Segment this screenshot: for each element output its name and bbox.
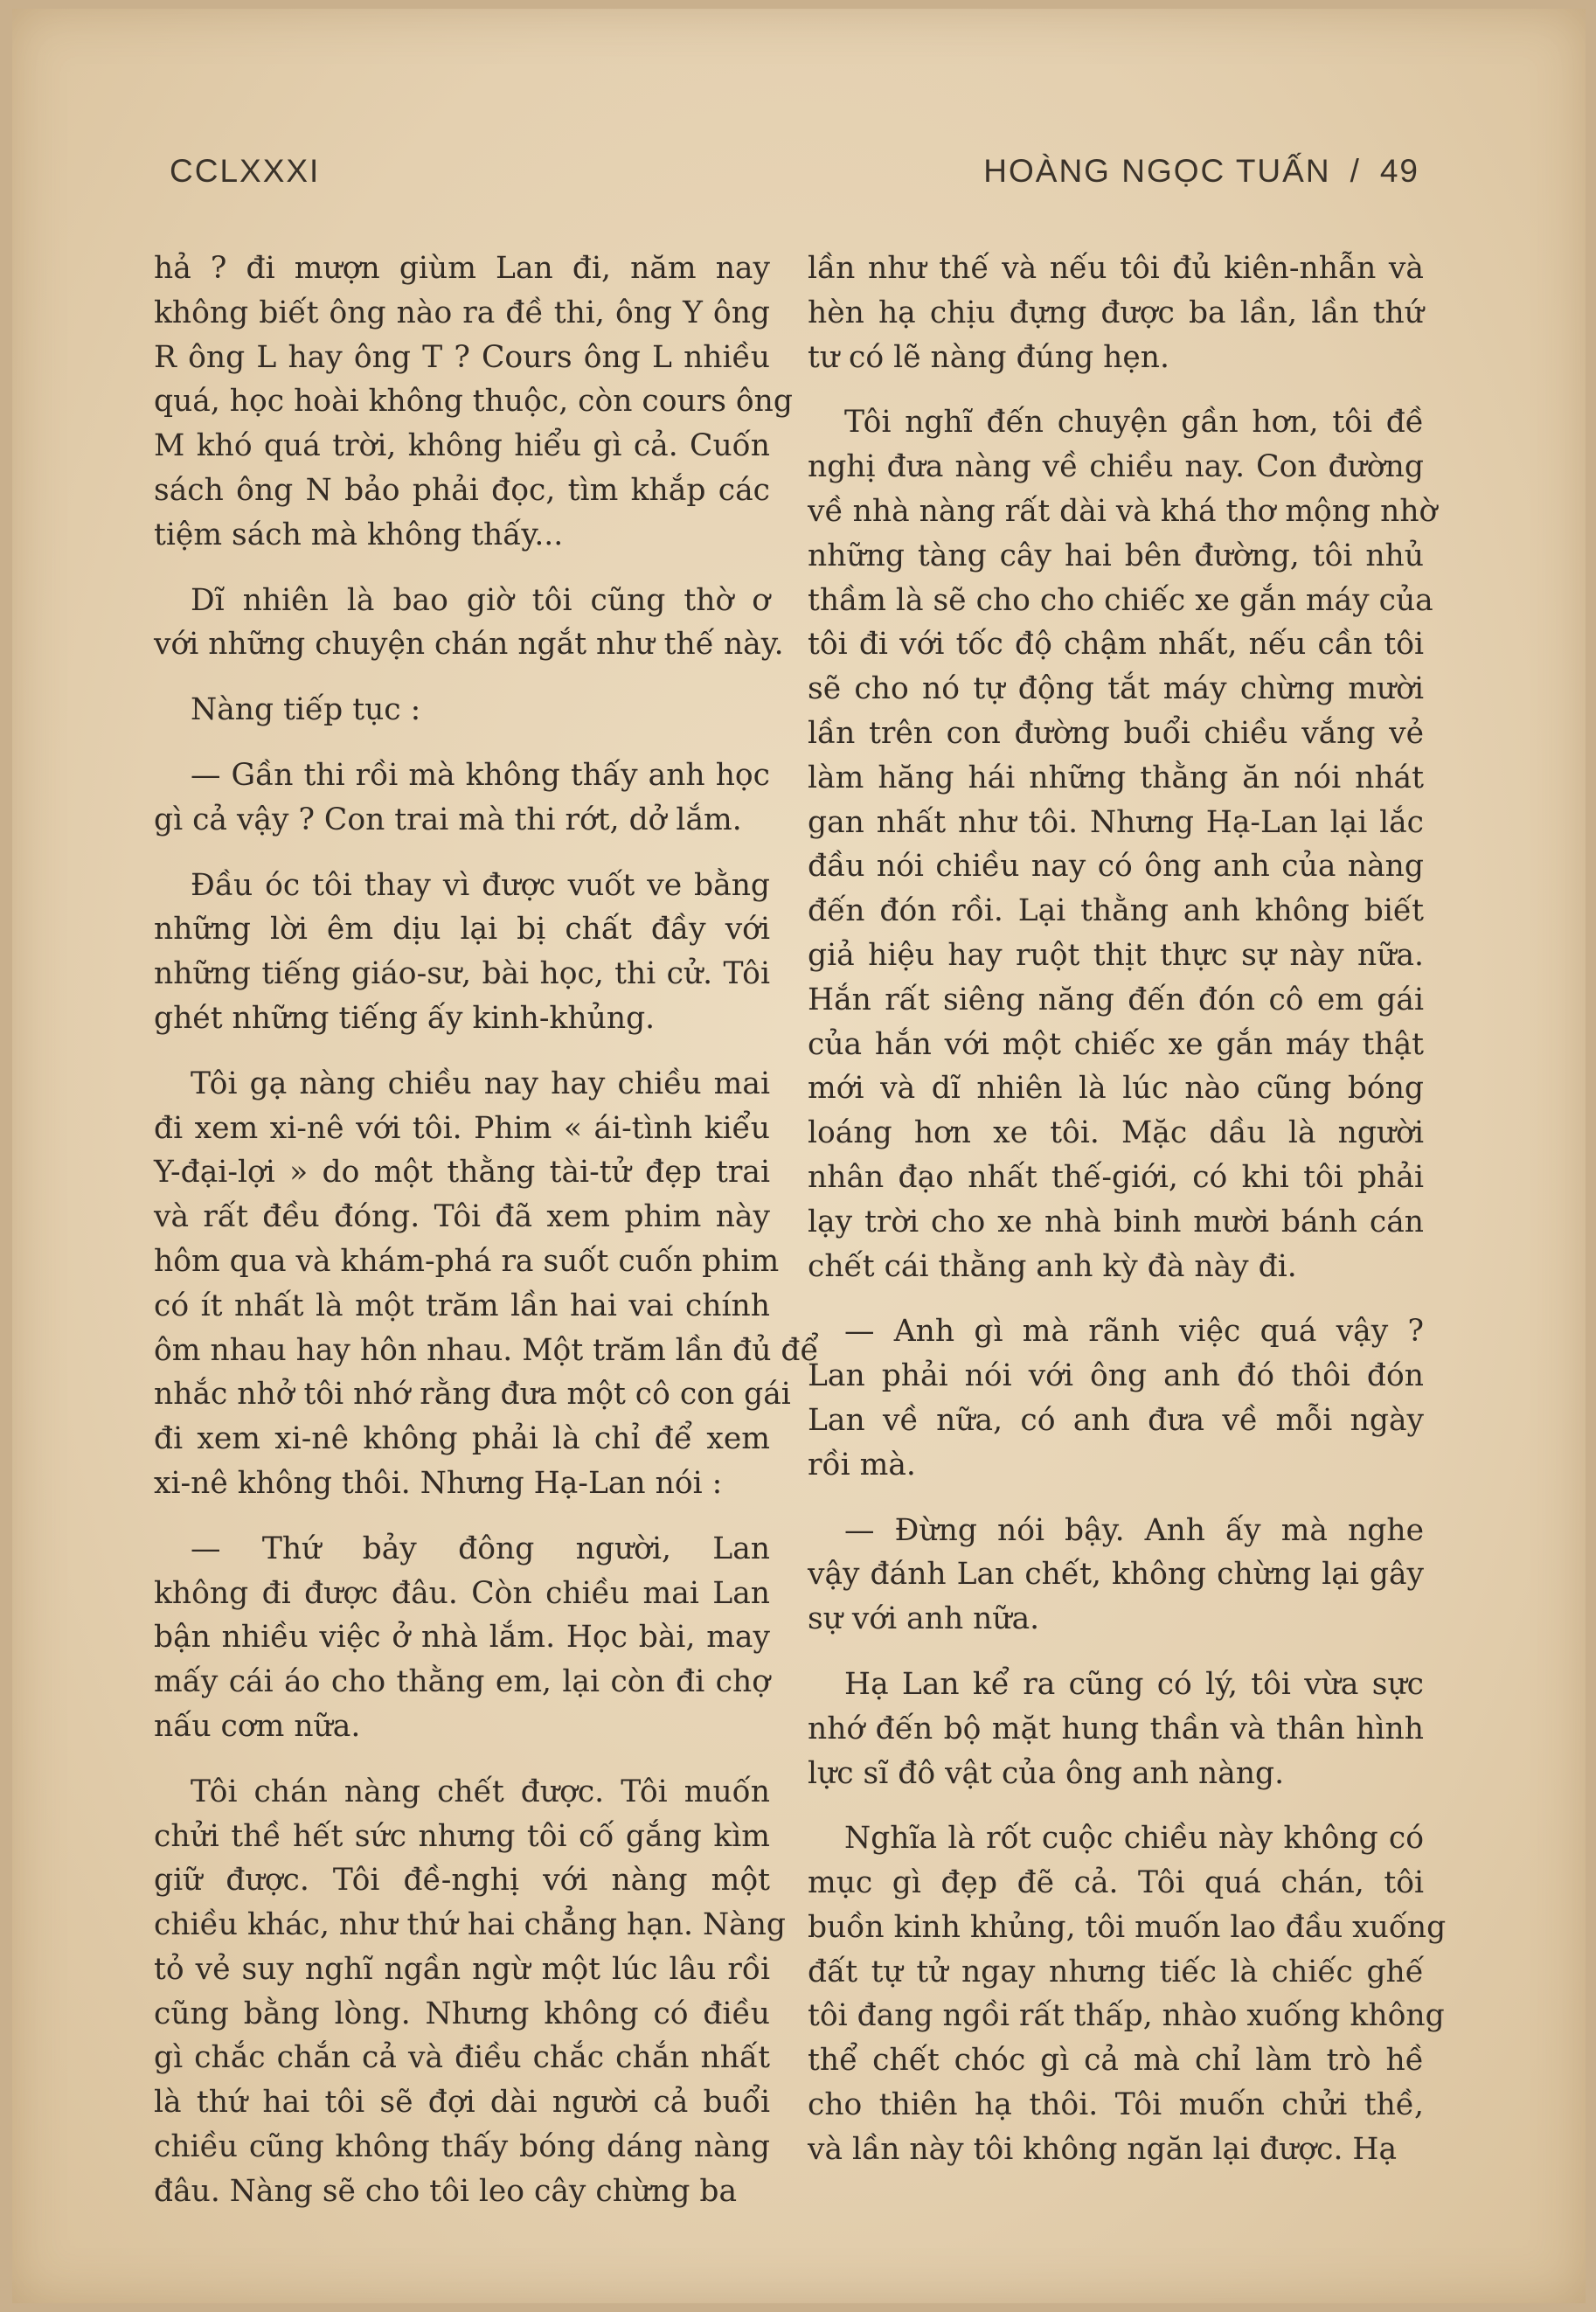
page-number: 49 xyxy=(1379,153,1419,189)
text-line: hôm qua và khám-phá ra suốt cuốn phim xyxy=(154,1243,780,1279)
text-line: thể chết chóc gì cả mà chỉ làm trò hề xyxy=(808,2043,1424,2079)
text-line: nhân đạo nhất thế-giới, có khi tôi phải xyxy=(808,1159,1424,1195)
text-line: về nhà nàng rất dài và khá thơ mộng nhờ xyxy=(808,493,1438,529)
text-line: nhớ đến bộ mặt hung thần và thân hình xyxy=(808,1711,1424,1746)
header-right xyxy=(983,153,1419,190)
text-line: lực sĩ đô vật của ông anh nàng. xyxy=(808,1755,1285,1791)
text-line: là thứ hai tôi sẽ đợi dài người cả buổi xyxy=(154,2085,770,2121)
text-line: làm hăng hái những thằng ăn nói nhát xyxy=(808,760,1424,795)
text-line: nấu cơm nữa. xyxy=(154,1708,361,1744)
text-line: Lan về nữa, có anh đưa về mỗi ngày xyxy=(808,1402,1424,1438)
paragraph xyxy=(154,579,784,668)
text-line: và rất đều đóng. Tôi đã xem phim này xyxy=(154,1199,770,1235)
issue-number: CCLXXXI xyxy=(170,153,321,189)
text-line: đi xem xi-nê với tôi. Phim « ái-tình kiểu xyxy=(154,1110,770,1146)
text-line: chửi thề hết sức nhưng tôi cố gắng kìm xyxy=(154,1818,770,1854)
text-line: gì cả vậy ? Con trai mà thi rớt, dở lắm. xyxy=(154,802,742,837)
book-page xyxy=(12,9,1586,2303)
text-line: vậy đánh Lan chết, không chừng lại gây xyxy=(808,1557,1424,1593)
text-column-left xyxy=(154,246,819,2214)
text-line: gì chắc chắn cả và điều chắc chắn nhất xyxy=(154,2040,770,2076)
text-line: cũng bằng lòng. Nhưng không có điều xyxy=(154,1996,770,2031)
text-line: sách ông N bảo phải đọc, tìm khắp các xyxy=(154,472,770,508)
text-line: đi xem xi-nê không phải là chỉ để xem xyxy=(154,1421,770,1457)
paragraph xyxy=(154,864,770,1041)
text-line: — Đừng nói bậy. Anh ấy mà nghe xyxy=(844,1512,1424,1548)
text-line: M khó quá trời, không hiểu gì cả. Cuốn xyxy=(154,428,770,464)
paragraph xyxy=(154,753,770,843)
text-line: không biết ông nào ra đề thi, ông Y ông xyxy=(154,295,770,330)
text-line: tôi đi với tốc độ chậm nhất, nếu cần tôi xyxy=(808,627,1424,663)
text-line: sẽ cho nó tự động tắt máy chừng mười xyxy=(808,671,1424,707)
text-line: đất tự tử ngay nhưng tiếc là chiếc ghế xyxy=(808,1954,1424,1989)
text-line: hả ? đi mượn giùm Lan đi, năm nay xyxy=(154,251,770,286)
paragraph xyxy=(808,246,1424,379)
text-line: mấy cái áo cho thằng em, lại còn đi chợ xyxy=(154,1664,770,1700)
text-line: giả hiệu hay ruột thịt thực sự này nữa. xyxy=(808,937,1424,973)
text-line: chết cái thằng anh kỳ đà này đi. xyxy=(808,1248,1297,1284)
text-line: hèn hạ chịu đựng được ba lần, lần thứ xyxy=(808,295,1424,330)
text-line: xi-nê không thôi. Nhưng Hạ-Lan nói : xyxy=(154,1465,723,1501)
text-line: quá, học hoài không thuộc, còn cours ông xyxy=(154,384,793,420)
text-line: chiều cũng không thấy bóng dáng nàng xyxy=(154,2129,770,2165)
text-line: đầu nói chiều nay có ông anh của nàng xyxy=(808,849,1424,885)
paragraph xyxy=(808,1509,1424,1642)
text-line: Tôi nghĩ đến chuyện gần hơn, tôi đề xyxy=(844,405,1424,441)
paragraph xyxy=(808,400,1438,1288)
text-line: nhắc nhở tôi nhớ rằng đưa một cô con gái xyxy=(154,1377,791,1413)
text-line: của hắn với một chiếc xe gắn máy thật xyxy=(808,1026,1424,1062)
paragraph xyxy=(808,1816,1447,2171)
text-line: thầm là sẽ cho cho chiếc xe gắn máy của xyxy=(808,582,1433,618)
paragraph xyxy=(154,246,793,558)
text-line: mục gì đẹp đẽ cả. Tôi quá chán, tôi xyxy=(808,1865,1424,1901)
page-header xyxy=(170,153,1419,202)
text-line: tôi đang ngồi rất thấp, nhào xuống không xyxy=(808,1998,1445,2034)
text-line: với những chuyện chán ngắt như thế này. xyxy=(154,627,784,663)
text-line: R ông L hay ông T ? Cours ông L nhiều xyxy=(154,339,770,375)
text-line: — Thứ bảy đông người, Lan xyxy=(191,1531,770,1566)
text-line: chiều khác, như thứ hai chẳng hạn. Nàng xyxy=(154,1907,787,1943)
text-line: giữ được. Tôi đề-nghị với nàng một xyxy=(154,1863,770,1899)
text-line: rồi mà. xyxy=(808,1447,916,1482)
paragraph xyxy=(154,688,770,732)
text-line: nghị đưa nàng về chiều nay. Con đường xyxy=(808,449,1424,485)
paragraph xyxy=(808,1663,1424,1795)
text-line: Hạ Lan kể ra cũng có lý, tôi vừa sực xyxy=(844,1666,1424,1702)
text-column-right xyxy=(808,246,1447,2172)
paragraph xyxy=(154,1062,819,1506)
text-line: Đầu óc tôi thay vì được vuốt ve bằng xyxy=(191,867,770,903)
text-line: lần trên con đường buổi chiều vắng vẻ xyxy=(808,715,1424,751)
text-line: bận nhiều việc ở nhà lắm. Học bài, may xyxy=(154,1620,770,1656)
text-line: buồn kinh khủng, tôi muốn lao đầu xuống xyxy=(808,1909,1447,1945)
text-line: Y-đại-lợi » do một thằng tài-tử đẹp trai xyxy=(154,1155,770,1191)
paragraph xyxy=(154,1770,787,2214)
text-line: Nàng tiếp tục : xyxy=(191,692,421,728)
author-name: HOÀNG NGỌC TUẤN xyxy=(983,153,1331,189)
text-line: gan nhất như tôi. Nhưng Hạ-Lan lại lắc xyxy=(808,804,1424,840)
text-line: đến đón rồi. Lại thằng anh không biết xyxy=(808,893,1424,929)
text-line: Nghĩa là rốt cuộc chiều này không có xyxy=(844,1821,1424,1857)
text-line: đâu. Nàng sẽ cho tôi leo cây chừng ba xyxy=(154,2173,738,2209)
text-line: lần như thế và nếu tôi đủ kiên-nhẫn và xyxy=(808,251,1424,286)
text-line: sự với anh nữa. xyxy=(808,1601,1040,1637)
text-line: — Anh gì mà rãnh việc quá vậy ? xyxy=(844,1314,1424,1350)
text-line: những tàng cây hai bên đường, tôi nhủ xyxy=(808,538,1424,573)
text-line: có ít nhất là một trăm lần hai vai chính xyxy=(154,1288,770,1323)
text-line: lạy trời cho xe nhà binh mười bánh cán xyxy=(808,1204,1424,1239)
text-line: Lan phải nói với ông anh đó thôi đón xyxy=(808,1358,1424,1394)
text-line: tiệm sách mà không thấy... xyxy=(154,517,564,552)
text-line: tỏ vẻ suy nghĩ ngần ngừ một lúc lâu rồi xyxy=(154,1951,770,1987)
text-line: ghét những tiếng ấy kinh-khủng. xyxy=(154,1000,656,1036)
paragraph xyxy=(808,1309,1424,1487)
text-line: Tôi gạ nàng chiều nay hay chiều mai xyxy=(191,1066,770,1101)
text-line: không đi được đâu. Còn chiều mai Lan xyxy=(154,1575,770,1611)
text-line: và lần này tôi không ngăn lại được. Hạ xyxy=(808,2131,1398,2167)
text-line: cho thiên hạ thôi. Tôi muốn chửi thề, xyxy=(808,2087,1424,2123)
paragraph xyxy=(154,1527,770,1749)
text-line: loáng hơn xe tôi. Mặc dầu là người xyxy=(808,1115,1424,1151)
text-line: Tôi chán nàng chết được. Tôi muốn xyxy=(191,1774,770,1809)
text-line: những tiếng giáo-sư, bài học, thi cử. Tôi xyxy=(154,956,770,992)
text-line: Dĩ nhiên là bao giờ tôi cũng thờ ơ xyxy=(191,582,770,618)
text-line: ôm nhau hay hôn nhau. Một trăm lần đủ để xyxy=(154,1332,819,1368)
text-line: — Gần thi rồi mà không thấy anh học xyxy=(191,757,770,793)
text-line: mới và dĩ nhiên là lúc nào cũng bóng xyxy=(808,1071,1424,1107)
text-line: tư có lẽ nàng đúng hẹn. xyxy=(808,339,1169,375)
header-separator: / xyxy=(1350,153,1361,189)
text-line: Hắn rất siêng năng đến đón cô em gái xyxy=(808,982,1424,1017)
text-line: những lời êm dịu lại bị chất đầy với xyxy=(154,912,770,948)
